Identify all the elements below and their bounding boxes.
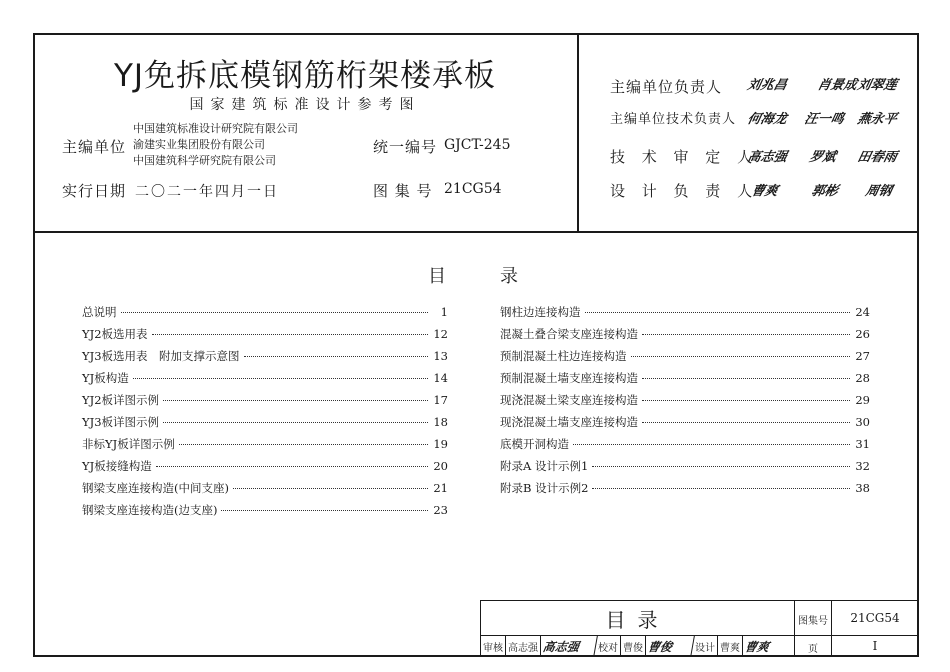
atlas-value: 21CG54 — [850, 611, 900, 625]
toc-left-column — [82, 304, 448, 524]
organization-name: 中国建筑科学研究院有限公司 — [133, 154, 276, 167]
design-name: 曹爽 — [718, 636, 743, 657]
toc-heading: 录 — [500, 266, 520, 287]
page-value: I — [872, 639, 878, 653]
toc-entry[interactable]: 非标YJ板详图示例 19 — [82, 437, 448, 451]
toc-entry[interactable]: 现浇混凝土梁支座连接构造 29 — [500, 393, 870, 407]
toc-entry[interactable]: YJ2板详图示例 17 — [82, 393, 448, 407]
toc-entry[interactable]: 总说明 1 — [82, 305, 448, 319]
date-label: 实行日期 — [62, 182, 127, 200]
signature: 何海龙 — [745, 112, 789, 127]
signature: 汪一鸣 — [802, 112, 846, 127]
review-signature: 高志强 — [539, 636, 598, 657]
toc-entry[interactable]: 钢梁支座连接构造(中间支座) 21 — [82, 481, 448, 495]
signature: 曹爽 — [749, 184, 780, 199]
approval-row — [481, 635, 794, 657]
toc-heading: 目 — [428, 266, 448, 287]
toc-entry[interactable]: 底模开洞构造 31 — [500, 437, 870, 451]
design-signature: 曹爽 — [743, 640, 771, 654]
toc-entry[interactable]: 预制混凝土墙支座连接构造 28 — [500, 371, 870, 385]
check-label: 校对 — [596, 636, 621, 657]
design-label: 设计 — [693, 636, 718, 657]
title-block-right — [794, 601, 919, 656]
header-divider — [33, 231, 919, 233]
signature: 高志强 — [745, 150, 789, 165]
toc-entry[interactable]: 钢柱边连接构造 24 — [500, 305, 870, 319]
responsible-label: 设 计 负 责 人 — [610, 182, 759, 200]
signature: 田春雨 — [855, 150, 899, 165]
signature: 肖景成 — [815, 78, 859, 93]
toc-entry[interactable]: YJ2板选用表 12 — [82, 327, 448, 341]
unified-number-label: 统一编号 — [373, 138, 438, 156]
toc-right-column — [500, 304, 870, 502]
atlas-key: 图集号 — [798, 616, 828, 627]
toc-entry[interactable]: 附录A 设计示例1 32 — [500, 459, 870, 473]
editor-label: 主编单位 — [62, 138, 127, 156]
signature: 刘兆昌 — [745, 78, 789, 93]
title-block — [480, 600, 919, 657]
unified-number-value: GJCT-245 — [444, 137, 511, 153]
check-name: 曹俊 — [621, 636, 646, 657]
toc-entry[interactable]: 钢梁支座连接构造(边支座) 23 — [82, 503, 448, 517]
toc-entry[interactable]: 现浇混凝土墙支座连接构造 30 — [500, 415, 870, 429]
signature: 周钢 — [863, 184, 894, 199]
signature: 刘翠莲 — [855, 78, 899, 93]
check-signature: 曹俊 — [644, 636, 695, 657]
document-title: YJ免拆底模钢筋桁架楼承板 — [113, 58, 497, 94]
signature: 郭彬 — [809, 184, 840, 199]
date-value: 二〇二一年四月一日 — [135, 184, 279, 200]
sheet-title: 目录 — [605, 607, 670, 632]
document-subtitle: 国家建筑标准设计参考图 — [189, 97, 421, 113]
toc-entry[interactable]: 混凝土叠合梁支座连接构造 26 — [500, 327, 870, 341]
atlas-number-value: 21CG54 — [444, 181, 502, 197]
responsible-label: 技 术 审 定 人 — [610, 148, 759, 166]
page-key: 页 — [808, 644, 818, 655]
toc-entry[interactable]: 预制混凝土柱边连接构造 27 — [500, 349, 870, 363]
review-name: 高志强 — [506, 636, 541, 657]
toc-entry[interactable]: YJ板构造 14 — [82, 371, 448, 385]
organization-name: 中国建筑标准设计研究院有限公司 — [133, 122, 298, 135]
toc-entry[interactable]: YJ板接缝构造 20 — [82, 459, 448, 473]
toc-entry[interactable]: YJ3板详图示例 18 — [82, 415, 448, 429]
signature: 罗斌 — [807, 150, 838, 165]
organization-name: 渝建实业集团股份有限公司 — [133, 138, 265, 151]
toc-entry[interactable]: 附录B 设计示例2 38 — [500, 481, 870, 495]
review-label: 审核 — [481, 636, 506, 657]
atlas-number-label: 图 集 号 — [373, 182, 433, 200]
toc-entry[interactable]: YJ3板选用表 附加支撑示意图 13 — [82, 349, 448, 363]
responsible-label: 主编单位负责人 — [610, 78, 723, 96]
editor-organizations — [133, 121, 298, 169]
responsible-label: 主编单位技术负责人 — [610, 112, 737, 127]
header-vertical-divider — [577, 33, 579, 231]
signature: 燕永平 — [855, 112, 899, 127]
